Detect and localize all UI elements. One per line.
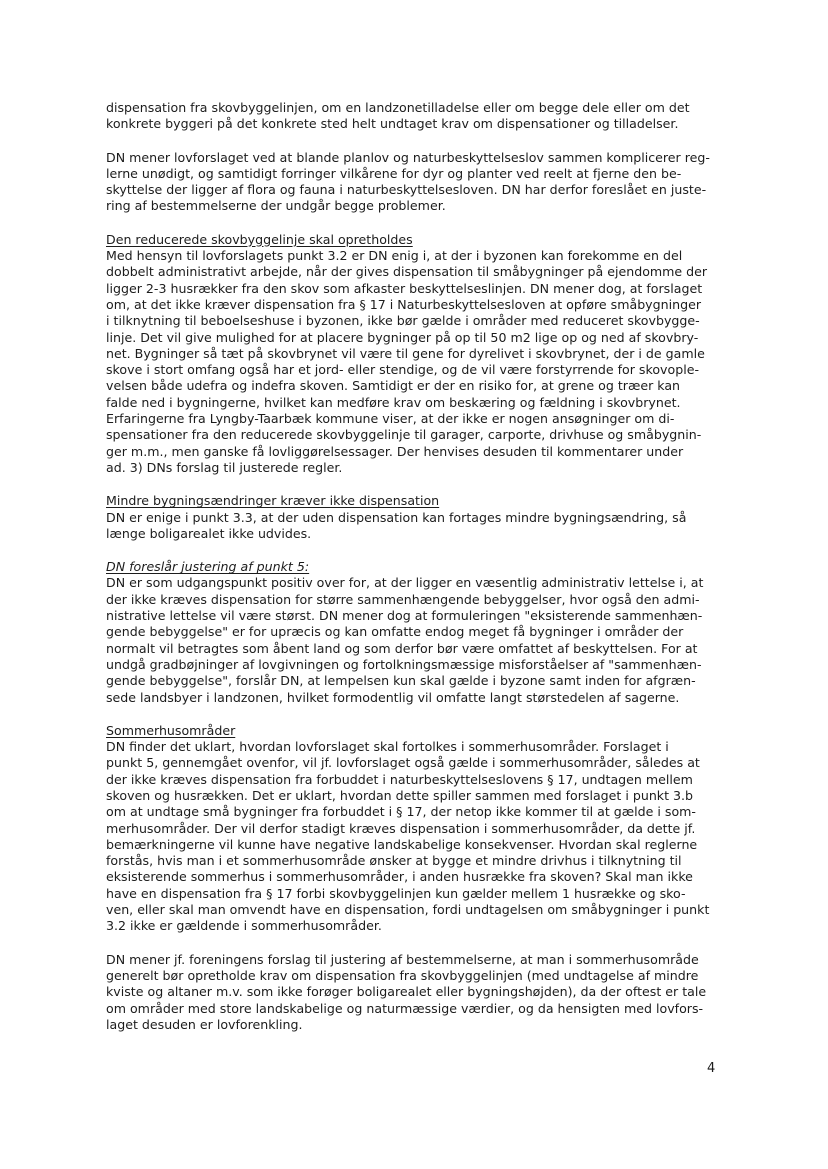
- page-number: 4: [707, 1061, 716, 1076]
- paragraph-gap: [106, 215, 722, 232]
- text-line: Med hensyn til lovforslagets punkt 3.2 er DN enig i, at der i byzonen kan forekomme en del: [106, 248, 683, 264]
- text-line: der ikke kræves dispensation for større sammenhængende bebyggelser, hvor også den admi-: [106, 591, 700, 607]
- text-line: laget desuden er lovforenkling.: [106, 1016, 303, 1032]
- text-line: have en dispensation fra § 17 forbi skovbyggelinjen kun gælder mellem 1 husrække og sko-: [106, 885, 686, 901]
- paragraph-reducerede-skovbyggelinje: [106, 232, 722, 476]
- text-line: skove i stort omfang også har et jord- eller stendige, og de vil være forstyrrende for skovople-: [106, 362, 699, 378]
- paragraph-lovforslag-komplicerer: [106, 150, 722, 215]
- paragraph-gap: [106, 706, 722, 723]
- text-line: DN er som udgangspunkt positiv over for, at der ligger en væsentlig administrativ lettelse i, at: [106, 575, 704, 591]
- text-line: lerne unødigt, og samtidigt forringer vilkårene for dyr og planter ved reelt at fjerne den be-: [106, 165, 682, 181]
- text-line: Erfaringerne fra Lyngby-Taarbæk kommune viser, at der ikke er nogen ansøgninger om di-: [106, 411, 675, 427]
- text-line: normalt vil betragtes som åbent land og som derfor bør være omfattet af beskyttelsen. For at: [106, 640, 698, 656]
- text-line: DN er enige i punkt 3.3, at der uden dispensation kan fortages mindre bygningsændring, så: [106, 509, 687, 525]
- paragraph-mindre-bygningsaendringer: [106, 493, 722, 542]
- text-line: DN mener jf. foreningens forslag til justering af bestemmelserne, at man i sommerhusområde: [106, 951, 699, 967]
- text-line: der ikke kræves dispensation fra forbuddet i naturbeskyttelseslovens § 17, undtagen mellem: [106, 771, 693, 787]
- section-heading-row: [106, 493, 722, 509]
- text-line: ligger 2-3 husrækker fra den skov som afkaster beskyttelseslinjen. DN mener dog, at forslaget: [106, 280, 703, 296]
- text-line: DN mener lovforslaget ved at blande planlov og naturbeskyttelseslov sammen komplicerer reg-: [106, 149, 710, 165]
- text-line: om at undtage små bygninger fra forbuddet i § 17, der netop ikke kommer til at gælde i som-: [106, 804, 696, 820]
- text-line: merhusområder. Der vil derfor stadigt kræves dispensation i sommerhusområder, da dette jf.: [106, 820, 696, 836]
- section-heading-row: [106, 232, 722, 248]
- text-line: om områder med store landskabelige og naturmæssige værdier, og da hensigten med lovfors-: [106, 1000, 704, 1016]
- text-line: ring af bestemmelserne der undgår begge problemer.: [106, 198, 446, 214]
- paragraph-konklusion: [106, 952, 722, 1033]
- text-line: DN finder det uklart, hvordan lovforslaget skal fortolkes i sommerhusområder. Forslaget i: [106, 739, 669, 755]
- paragraph-gap: [106, 133, 722, 150]
- text-line: spensationer fra den reducerede skovbyggelinje til garager, carporte, drivhuse og småbygnin-: [106, 427, 702, 443]
- text-line: længe boligarealet ikke udvides.: [106, 525, 312, 541]
- text-line: dobbelt administrativt arbejde, når der gives dispensation til småbygninger på ejendomme der: [106, 264, 708, 280]
- text-line: skoven og husrækken. Det er uklart, hvordan dette spiller sammen med forslaget i punkt 3.b: [106, 787, 694, 803]
- text-line: generelt bør opretholde krav om dispensation fra skovbyggelinjen (med undtagelse af mindre: [106, 967, 699, 983]
- paragraph-justering-punkt-5: [106, 559, 722, 706]
- text-line: skyttelse der ligger af flora og fauna i naturbeskyttelsesloven. DN har derfor foreslået en juste-: [106, 182, 707, 198]
- text-line: linje. Det vil give mulighed for at placere bygninger på op til 50 m2 lige op og ned af skovbry-: [106, 329, 699, 345]
- text-line: om, at det ikke kræver dispensation fra § 17 i Naturbeskyttelsesloven at opføre småbygninger: [106, 296, 702, 312]
- text-line: eksisterende sommerhus i sommerhusområder, i anden husrække fra skoven? Skal man ikke: [106, 869, 693, 885]
- text-line: 3.2 ikke er gældende i sommerhusområder.: [106, 918, 382, 934]
- text-line: falde ned i bygningerne, hvilket kan medføre krav om beskæring og fældning i skovbrynet.: [106, 394, 681, 410]
- section-heading-row: [106, 723, 722, 739]
- text-line: dispensation fra skovbyggelinjen, om en landzonetilladelse eller om begge dele eller om det: [106, 100, 690, 115]
- text-line: net. Bygninger så tæt på skovbrynet vil være til gene for dyrelivet i skovbrynet, der i de gamle: [106, 345, 705, 361]
- text-line: i tilknytning til beboelseshuse i byzonen, ikke bør gælde i områder med reduceret skovbygge-: [106, 313, 700, 329]
- text-line: gende bebyggelse" er for upræcis og kan omfatte endog meget få bygninger i områder der: [106, 624, 684, 640]
- section-heading: Mindre bygningsændringer kræver ikke dispensation: [106, 493, 440, 509]
- text-line: ad. 3) DNs forslag til justerede regler.: [106, 459, 343, 475]
- paragraph-gap: [106, 542, 722, 559]
- section-heading-row: [106, 559, 722, 575]
- text-line: ven, eller skal man omvendt have en dispensation, fordi undtagelsen om småbygninger i punkt: [106, 902, 710, 918]
- paragraph-sommerhusomraader: [106, 723, 722, 935]
- section-heading: DN foreslår justering af punkt 5:: [106, 559, 310, 575]
- text-line: kviste og altaner m.v. som ikke forøger boligarealet eller bygningshøjden), da der oftest er tale: [106, 984, 707, 1000]
- text-line: bemærkningerne vil kunne have negative landskabelige konsekvenser. Hvordan skal reglerne: [106, 836, 698, 852]
- text-line: ger m.m., men ganske få lovliggørelsessager. Der henvises desuden til kommentarer under: [106, 443, 684, 459]
- text-line: nistrative lettelse vil være størst. DN mener dog at formuleringen "eksisterende sammenhæn-: [106, 608, 703, 624]
- text-line: gende bebyggelse", forslår DN, at lempelsen kun skal gælde i byzone samt inden for afgræn-: [106, 673, 696, 689]
- text-line: konkrete byggeri på det konkrete sted helt undtaget krav om dispensationer og tilladelser.: [106, 116, 679, 132]
- paragraph-intro-continued: [106, 100, 722, 133]
- section-heading: Den reducerede skovbyggelinje skal opretholdes: [106, 231, 413, 247]
- text-line: velsen både udefra og indefra skoven. Samtidigt er der en risiko for, at grene og træer kan: [106, 378, 681, 394]
- text-line: punkt 5, gennemgået ovenfor, vil jf. lovforslaget også gælde i sommerhusområder, således at: [106, 755, 700, 771]
- text-line: sede landsbyer i landzonen, hvilket formodentlig vil omfatte langt størstedelen af sagerne.: [106, 689, 680, 705]
- paragraph-gap: [106, 476, 722, 493]
- text-line: undgå gradbøjninger af lovgivningen og fortolkningsmæssige misforståelser af "sammenhæn-: [106, 656, 702, 672]
- document-page: [106, 100, 722, 1033]
- paragraph-gap: [106, 935, 722, 952]
- section-heading: Sommerhusområder: [106, 722, 236, 738]
- text-line: forstås, hvis man i et sommerhusområde ønsker at bygge et mindre drivhus i tilknytning til: [106, 853, 682, 869]
